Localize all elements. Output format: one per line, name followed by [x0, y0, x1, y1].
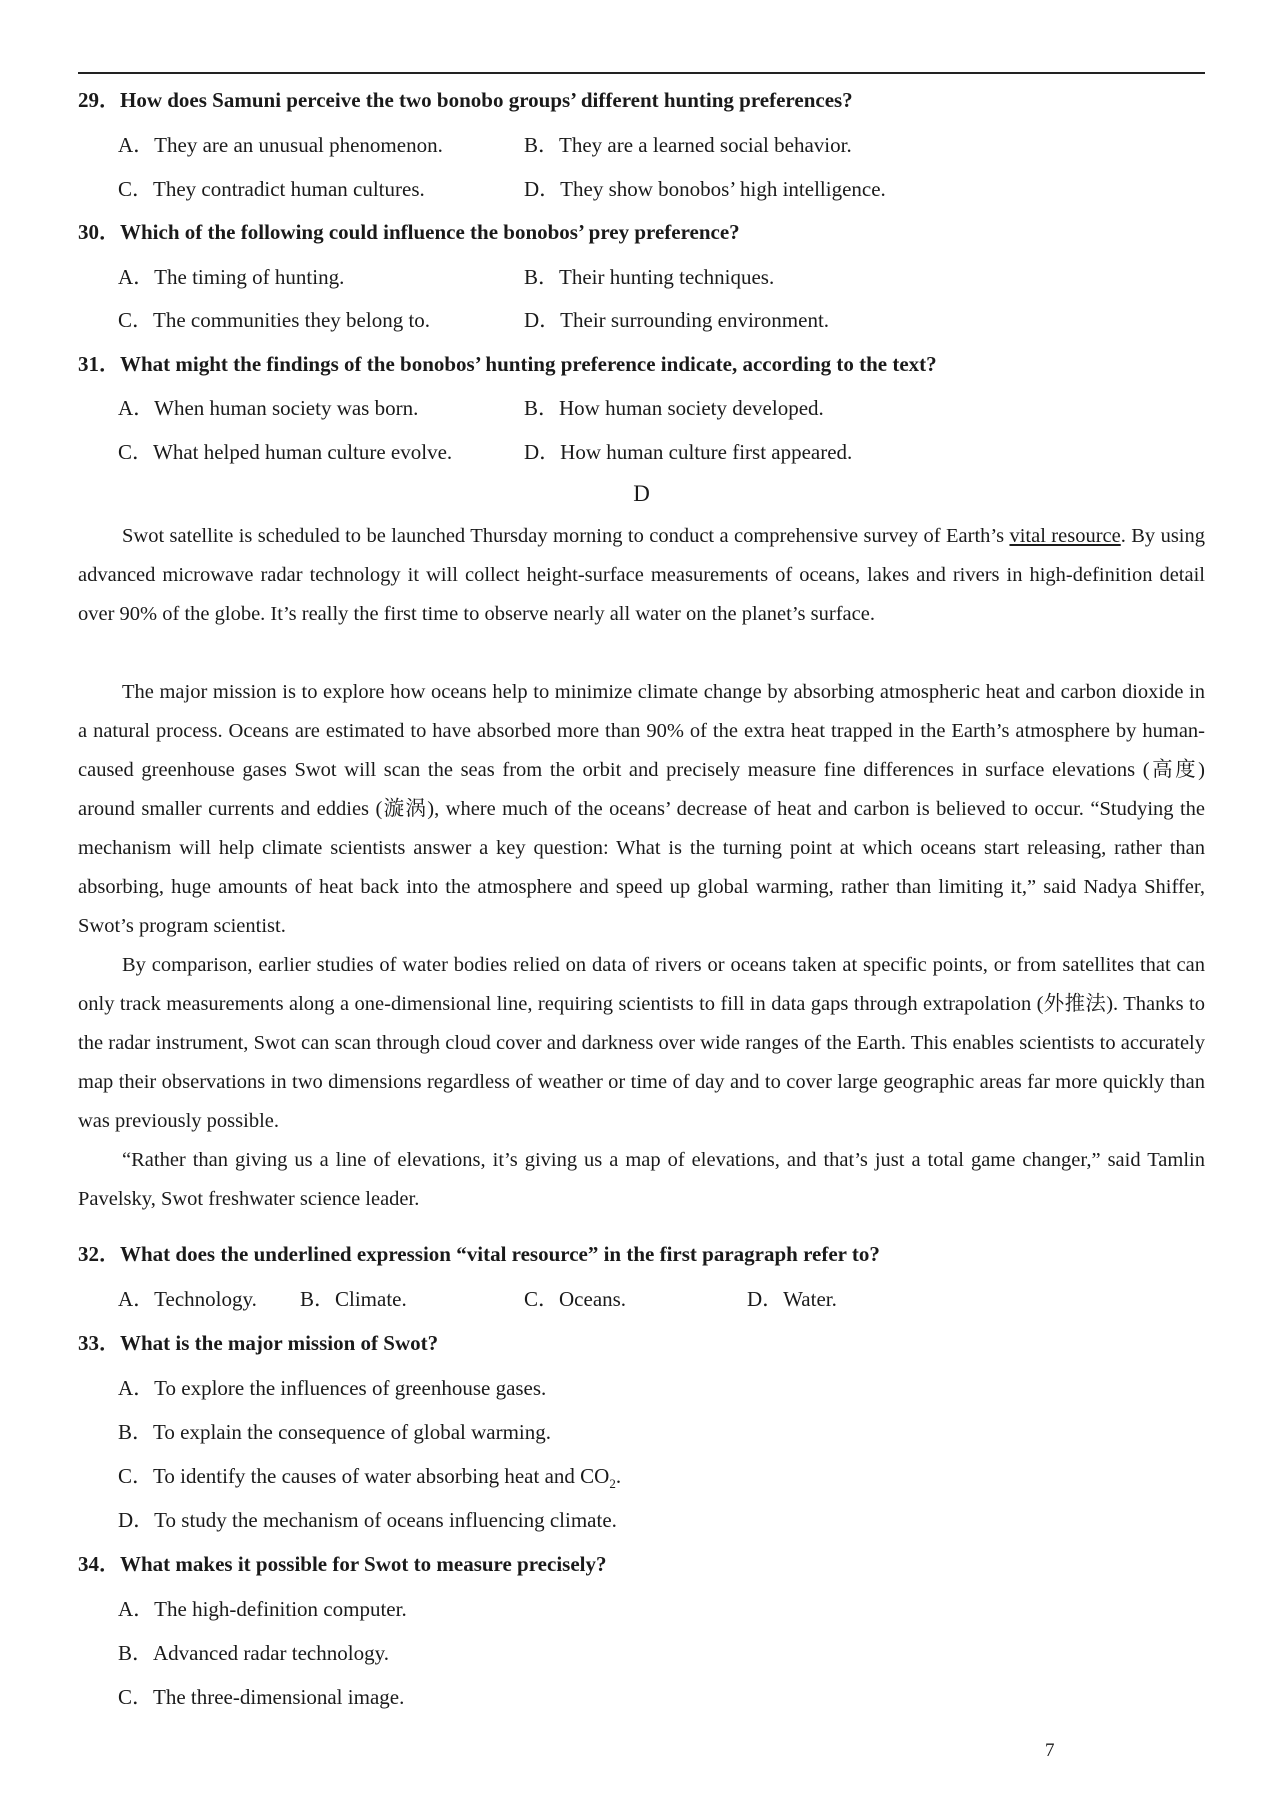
question-33-option-c-subscript: 2: [609, 1476, 616, 1492]
question-31-option-c: C．What helped human culture evolve.: [118, 440, 453, 464]
underlined-vital-resource: vital resource: [1009, 525, 1121, 547]
question-31-option-a: A．When human society was born.: [118, 396, 419, 420]
question-32-option-a: A．Technology.: [118, 1287, 257, 1311]
question-29-option-c: C．They contradict human cultures.: [118, 177, 425, 201]
passage-paragraph-4: [78, 1141, 1205, 1219]
question-31-stem: 31．What might the findings of the bonobos’ hunting preference indicate, according to the text?: [78, 352, 937, 376]
question-34-option-c: C．The three-dimensional image.: [118, 1685, 405, 1709]
question-29-option-d: D．They show bonobos’ high intelligence.: [524, 177, 886, 201]
passage-paragraph-1: [78, 517, 1205, 634]
question-30-option-d: D．Their surrounding environment.: [524, 308, 830, 332]
question-31-option-b: B．How human society developed.: [524, 396, 824, 420]
question-30-stem: 30．Which of the following could influence the bonobos’ prey preference?: [78, 220, 740, 244]
question-31-option-d: D．How human culture first appeared.: [524, 440, 853, 464]
question-33-option-b: B．To explain the consequence of global warming.: [118, 1420, 551, 1444]
top-rule: [78, 72, 1205, 74]
question-32-option-d: D．Water.: [747, 1287, 837, 1311]
passage-p2-text: The major mission is to explore how oceans help to minimize climate change by absorbing atmospheric heat and carbon dioxide in a natural process. Oceans are estimated to have absorbed more than 90% of the extra heat trapped in the Earth’s atmosphere by human-caused greenhouse gases Swot will scan the seas from the orbit and precisely measure fine differences in surface elevations (高度) around smaller currents and eddies (漩涡), where much of the oceans’ decrease of heat and carbon is believed to occur. “Studying the mechanism will help climate scientists answer a key question: What is the turning point at which oceans start releasing, rather than absorbing, huge amounts of heat back into the atmosphere and speed up global warming, rather than limiting it,” said Nadya Shiffer, Swot’s program scientist.: [78, 681, 1205, 937]
question-33-stem: 33．What is the major mission of Swot?: [78, 1331, 439, 1355]
question-30-option-c: C．The communities they belong to.: [118, 308, 431, 332]
question-32-option-c: C．Oceans.: [524, 1287, 627, 1311]
question-33-option-a: A．To explore the influences of greenhouse gases.: [118, 1376, 547, 1400]
passage-p1-text-start: Swot satellite is scheduled to be launched Thursday morning to conduct a comprehensive survey of Earth’s: [122, 525, 1010, 547]
section-heading: D: [633, 481, 650, 506]
question-33-option-c: [118, 1460, 621, 1492]
passage-p4-text: “Rather than giving us a line of elevations, it’s giving us a map of elevations, and that’s just a total game changer,” said Tamlin Pavelsky, Swot freshwater science leader.: [78, 1149, 1205, 1210]
question-34-option-b: B．Advanced radar technology.: [118, 1641, 389, 1665]
question-29-option-b: B．They are a learned social behavior.: [524, 133, 852, 157]
question-30-option-b: B．Their hunting techniques.: [524, 265, 775, 289]
passage-p1-text-end: . By using advanced microwave radar technology it will collect height-surface measurements of oceans, lakes and rivers in high-definition detail over 90% of the globe. It’s really the first time to observe nearly all water on the planet’s surface.: [78, 525, 1205, 625]
passage-p3-text: By comparison, earlier studies of water bodies relied on data of rivers or oceans taken at specific points, or from satellites that can only track measurements along a one-dimensional line, requiring scientists to fill in data gaps through extrapolation (外推法). Thanks to the radar instrument, Swot can scan through cloud cover and darkness over wide ranges of the Earth. This enables scientists to accurately map their observations in two dimensions regardless of weather or time of day and to cover large geographic areas far more quickly than was previously possible.: [78, 954, 1205, 1132]
exam-page: [78, 0, 1205, 1810]
question-33-option-d: D．To study the mechanism of oceans influencing climate.: [118, 1508, 617, 1532]
passage-paragraph-2: [78, 673, 1205, 946]
question-29-option-a: A．They are an unusual phenomenon.: [118, 133, 443, 157]
question-30-option-a: A．The timing of hunting.: [118, 265, 345, 289]
question-34-stem: 34．What makes it possible for Swot to measure precisely?: [78, 1552, 607, 1576]
question-33-option-c-period: .: [615, 1464, 622, 1488]
question-34-option-a: A．The high-definition computer.: [118, 1597, 407, 1621]
question-32-stem: 32．What does the underlined expression “vital resource” in the first paragraph refer to?: [78, 1242, 880, 1266]
question-32-option-b: B．Climate.: [300, 1287, 407, 1311]
question-33-option-c-text: C．To identify the causes of water absorbing heat and CO: [118, 1464, 610, 1488]
question-29-stem: 29．How does Samuni perceive the two bonobo groups’ different hunting preferences?: [78, 88, 853, 112]
page-number: 7: [1045, 1740, 1055, 1761]
passage-paragraph-3: [78, 946, 1205, 1141]
